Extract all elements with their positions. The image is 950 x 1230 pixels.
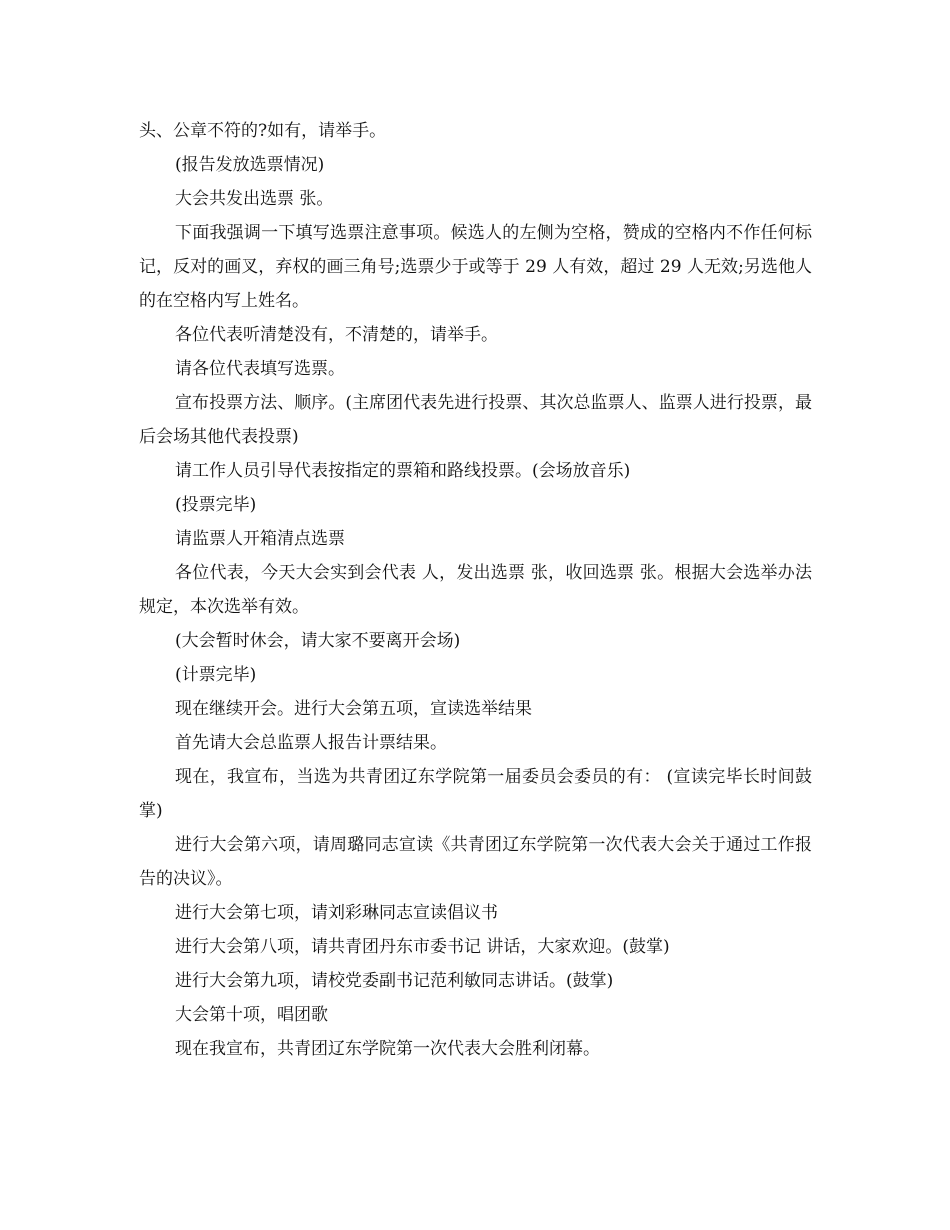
paragraph-announcement: 现在，我宣布，当选为共青团辽东学院第一届委员会委员的有： (宣读完毕长时间鼓掌)	[139, 767, 812, 821]
paragraph-continuation: 头、公章不符的?如有，请举手。	[139, 121, 387, 141]
paragraph-open-box: 请监票人开箱清点选票	[175, 529, 345, 549]
paragraph-voting-guidance: 请工作人员引导代表按指定的票箱和路线投票。(会场放音乐)	[175, 461, 631, 481]
paragraph-voting-complete: (投票完毕)	[175, 495, 257, 515]
paragraph-item-eight: 进行大会第八项，请共青团丹东市委书记 讲话，大家欢迎。(鼓掌)	[175, 937, 670, 957]
document-body	[139, 114, 812, 1066]
paragraph-closing: 现在我宣布，共青团辽东学院第一次代表大会胜利闭幕。	[175, 1039, 600, 1059]
paragraph-voting-order: 宣布投票方法、顺序。(主席团代表先进行投票、其次总监票人、监票人进行投票，最后会场其他代表投票)	[139, 393, 812, 447]
paragraph-count-report: 首先请大会总监票人报告计票结果。	[175, 733, 447, 753]
paragraph-item-six: 进行大会第六项，请周璐同志宣读《共青团辽东学院第一次代表大会关于通过工作报告的决议》。	[139, 835, 812, 889]
paragraph-item-seven: 进行大会第七项，请刘彩琳同志宣读倡议书	[175, 903, 498, 923]
paragraph-ballot-instructions: 下面我强调一下填写选票注意事项。候选人的左侧为空格，赞成的空格内不作任何标记，反对的画叉，弃权的画三角号;选票少于或等于 29 人有效，超过 29 人无效;另选他人的在空格内写上姓名。	[139, 223, 812, 311]
paragraph-attendance: 各位代表，今天大会实到会代表 人，发出选票 张，收回选票 张。根据大会选举办法规定，本次选举有效。	[139, 563, 812, 617]
paragraph-report-ballots: (报告发放选票情况)	[175, 155, 325, 175]
paragraph-ballots-issued: 大会共发出选票 张。	[175, 189, 334, 209]
paragraph-item-five: 现在继续开会。进行大会第五项，宣读选举结果	[175, 699, 532, 719]
paragraph-item-nine: 进行大会第九项，请校党委副书记范利敏同志讲话。(鼓掌)	[175, 971, 614, 991]
paragraph-count-complete: (计票完毕)	[175, 665, 257, 685]
paragraph-item-ten: 大会第十项，唱团歌	[175, 1005, 328, 1025]
paragraph-fill-ballots: 请各位代表填写选票。	[175, 359, 345, 379]
paragraph-recess: (大会暂时休会，请大家不要离开会场)	[175, 631, 461, 651]
paragraph-questions: 各位代表听清楚没有，不清楚的，请举手。	[175, 325, 498, 345]
